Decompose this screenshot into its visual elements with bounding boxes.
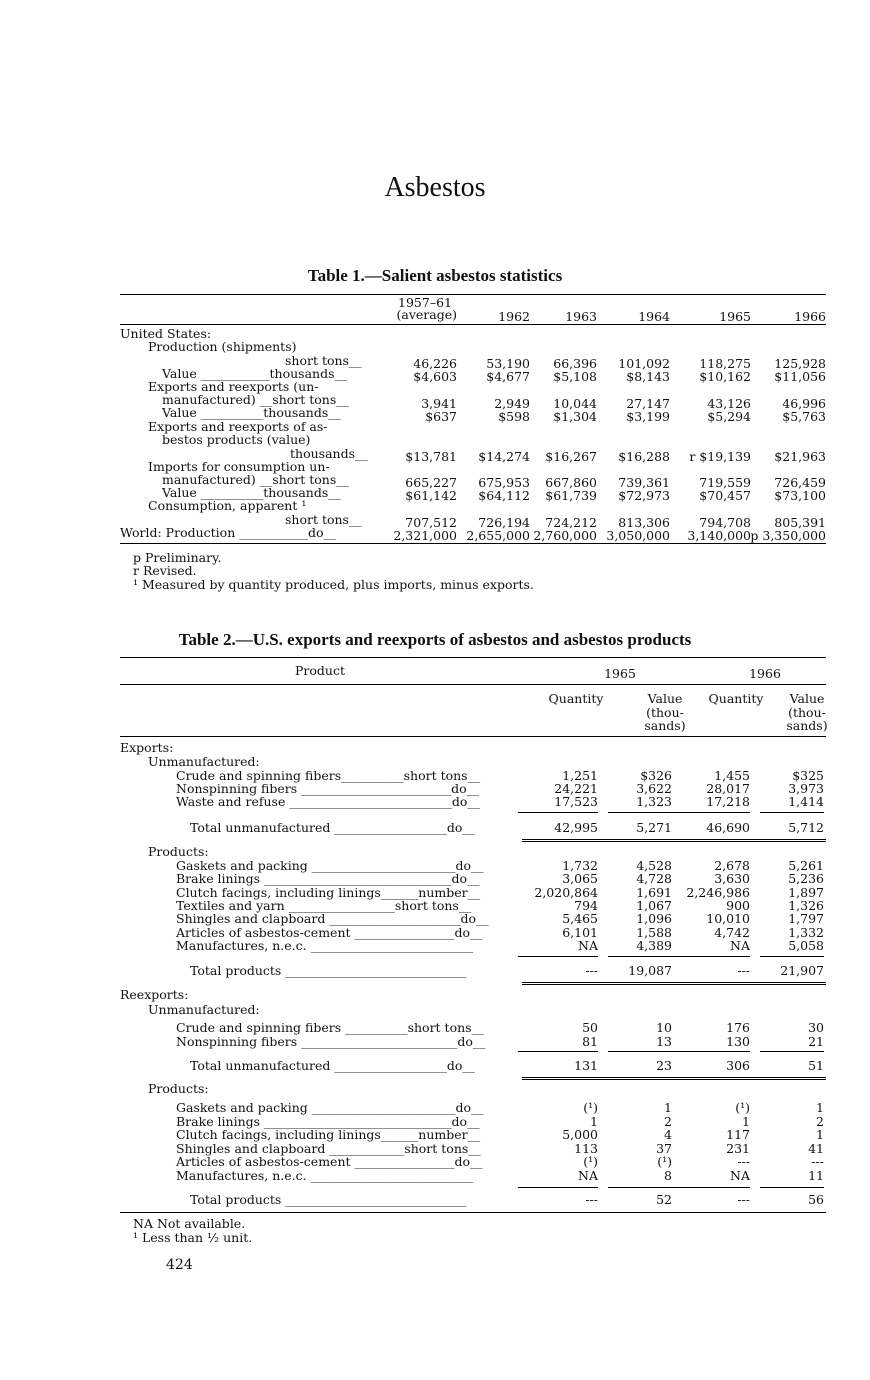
table1-consumption-unit: short tons__ bbox=[285, 512, 362, 527]
table2-year-rule bbox=[120, 684, 826, 685]
table2-export-product-row-cell: 5,261 bbox=[788, 858, 824, 873]
table2-reexport-product-row-cell: 2 bbox=[816, 1114, 824, 1129]
table1-cell: r $19,139 bbox=[689, 449, 751, 464]
table2-export-product-row-cell: 4,389 bbox=[636, 938, 672, 953]
table1-cell: 46,226 bbox=[413, 356, 457, 371]
table2-export-unmanufactured-row-cell: 1,251 bbox=[562, 768, 598, 783]
table1-cell: 27,147 bbox=[626, 396, 670, 411]
table2-export-product-row-cell: 6,101 bbox=[562, 925, 598, 940]
table2-export-unmanufactured-total-cell: 46,690 bbox=[706, 820, 750, 835]
table1-exports-products-label-1: Exports and reexports of as- bbox=[148, 419, 328, 434]
table2-export-product-row-cell: 2,678 bbox=[714, 858, 750, 873]
table2-reexport-product-row-cell: (¹) bbox=[583, 1100, 598, 1115]
table2-export-product-row-cell: 4,528 bbox=[636, 858, 672, 873]
table2-reexport-product-row-label: Clutch facings, including linings______number__ bbox=[176, 1127, 481, 1142]
table2-reexport-product-row-label: Brake linings ______________________________do__ bbox=[176, 1114, 480, 1129]
table1-cell: 2,760,000 bbox=[533, 528, 597, 543]
table2-reexport-unmanufactured-total-cell: 131 bbox=[574, 1058, 598, 1073]
table2-reexport-product-row-cell: 1 bbox=[590, 1114, 598, 1129]
table2-export-product-row-label: Textiles and yarn _________________short tons__ bbox=[176, 898, 472, 913]
table1-caption: Table 1.—Salient asbestos statistics bbox=[307, 266, 563, 285]
table1-cell: 719,559 bbox=[699, 475, 751, 490]
table2-export-product-row-label: Shingles and clapboard _____________________do__ bbox=[176, 911, 489, 926]
table1-exports-products-label-2: bestos products (value) bbox=[162, 432, 311, 447]
table2-subtotal-rule bbox=[760, 956, 824, 957]
table2-reexport-product-row-cell: NA bbox=[578, 1168, 598, 1183]
table2-export-products-total-label: Total products _____________________________ bbox=[190, 963, 467, 978]
table2-exports-products-heading: Products: bbox=[148, 844, 209, 859]
table1-cell: 813,306 bbox=[618, 515, 670, 530]
table1-cell: 2,321,000 bbox=[393, 528, 457, 543]
table1-cell: 726,459 bbox=[774, 475, 826, 490]
table2-1965-value-head-3: sands) bbox=[644, 718, 686, 733]
table1-cell: 665,227 bbox=[405, 475, 457, 490]
table2-export-unmanufactured-total-label: Total unmanufactured __________________do__ bbox=[190, 820, 475, 835]
table2-reexport-product-row-cell: (¹) bbox=[735, 1100, 750, 1115]
table2-1966-value-head-3: sands) bbox=[786, 718, 828, 733]
table2-reexport-unmanufactured-row-cell: 81 bbox=[582, 1034, 598, 1049]
table2-export-product-row-cell: 2,246,986 bbox=[686, 885, 750, 900]
table1-top-rule bbox=[120, 294, 826, 295]
table1-imports-label-2: manufactured) __short tons__ bbox=[162, 472, 349, 487]
table2-export-product-row-cell: 794 bbox=[574, 898, 598, 913]
table2-export-unmanufactured-row-cell: 28,017 bbox=[706, 781, 750, 796]
table2-export-unmanufactured-row-cell: 1,323 bbox=[636, 794, 672, 809]
table1-exports-label-2: manufactured) __short tons__ bbox=[162, 392, 349, 407]
table1-consumption-label: Consumption, apparent ¹ bbox=[148, 498, 307, 513]
table2-reexport-product-row-label: Articles of asbestos-cement ________________do__ bbox=[176, 1154, 483, 1169]
table1-cell: 2,655,000 bbox=[466, 528, 530, 543]
table2-reexport-product-row-cell: 113 bbox=[574, 1141, 598, 1156]
table1-production-unit: short tons__ bbox=[285, 353, 362, 368]
table2-reexport-unmanufactured-total-cell: 23 bbox=[656, 1058, 672, 1073]
table2-export-product-row-cell: 1,691 bbox=[636, 885, 672, 900]
table1-cell: $61,142 bbox=[405, 488, 457, 503]
table1-cell: $16,288 bbox=[618, 449, 670, 464]
table2-export-product-row-cell: 1,732 bbox=[562, 858, 598, 873]
table2-export-product-row-cell: NA bbox=[730, 938, 750, 953]
table1-cell: 46,996 bbox=[782, 396, 826, 411]
table1-cell: $5,294 bbox=[707, 409, 751, 424]
table2-export-product-row-cell: NA bbox=[578, 938, 598, 953]
table2-reexport-product-row-cell: 37 bbox=[656, 1141, 672, 1156]
table2-bottom-rule bbox=[120, 1212, 826, 1213]
table2-subtotal-rule bbox=[608, 1051, 672, 1052]
table1-cell: $21,963 bbox=[774, 449, 826, 464]
table2-reexport-products-total-cell: 56 bbox=[808, 1192, 824, 1207]
table2-1966-value-head-2: (thou- bbox=[788, 705, 826, 720]
table1-cell: 794,708 bbox=[699, 515, 751, 530]
table2-reexport-product-row-label: Gaskets and packing _______________________do__ bbox=[176, 1100, 484, 1115]
table2-subtotal-rule bbox=[608, 1187, 672, 1188]
table2-subtotal-rule bbox=[760, 1051, 824, 1052]
table2-reexport-products-total-cell: --- bbox=[737, 1192, 750, 1207]
table2-export-unmanufactured-row-cell: 3,622 bbox=[636, 781, 672, 796]
table2-export-products-total-cell: --- bbox=[585, 963, 598, 978]
table2-reexport-product-row-cell: 117 bbox=[726, 1127, 750, 1142]
table2-double-rule bbox=[522, 1077, 826, 1080]
table2-subtotal-rule bbox=[670, 812, 750, 813]
table1-imports-value-label: Value __________thousands__ bbox=[162, 485, 341, 500]
table1-world-label: World: Production ___________do__ bbox=[120, 525, 336, 540]
table1-footnote-1: ¹ Measured by quantity produced, plus imports, minus exports. bbox=[133, 577, 534, 592]
table1-cell: 118,275 bbox=[699, 356, 751, 371]
table2-export-products-total-cell: 21,907 bbox=[780, 963, 824, 978]
table2-reexport-product-row-cell: NA bbox=[730, 1168, 750, 1183]
table1-col-header: 1963 bbox=[565, 309, 597, 324]
table2-export-unmanufactured-row-cell: 17,218 bbox=[706, 794, 750, 809]
table1-cell: $13,781 bbox=[405, 449, 457, 464]
table2-subtotal-rule bbox=[670, 1187, 750, 1188]
table2-export-unmanufactured-total-cell: 42,995 bbox=[554, 820, 598, 835]
table1-exports-label-1: Exports and reexports (un- bbox=[148, 379, 319, 394]
table1-cell: 66,396 bbox=[553, 356, 597, 371]
table1-col-header: 1962 bbox=[498, 309, 530, 324]
table2-reexport-unmanufactured-total-label: Total unmanufactured __________________do__ bbox=[190, 1058, 475, 1073]
table2-reexport-unmanufactured-row-cell: 176 bbox=[726, 1020, 750, 1035]
table2-reexports-products-heading: Products: bbox=[148, 1081, 209, 1096]
table2-export-product-row-cell: 5,465 bbox=[562, 911, 598, 926]
table1-cell: 675,953 bbox=[478, 475, 530, 490]
table1-cell: $637 bbox=[425, 409, 457, 424]
table2-head-rule bbox=[120, 736, 826, 737]
table1-cell: $5,763 bbox=[782, 409, 826, 424]
table2-export-unmanufactured-row-cell: 1,414 bbox=[788, 794, 824, 809]
table1-cell: $61,739 bbox=[545, 488, 597, 503]
table2-reexport-unmanufactured-row-cell: 130 bbox=[726, 1034, 750, 1049]
table2-export-product-row-cell: 1,326 bbox=[788, 898, 824, 913]
table1-cell: $4,677 bbox=[486, 369, 530, 384]
page-title: Asbestos bbox=[384, 172, 486, 203]
table1-cell: 707,512 bbox=[405, 515, 457, 530]
table1-col-header: 1965 bbox=[719, 309, 751, 324]
table2-export-unmanufactured-row-cell: 24,221 bbox=[554, 781, 598, 796]
table2-export-unmanufactured-row-label: Waste and refuse __________________________do__ bbox=[176, 794, 480, 809]
table2-export-unmanufactured-row-cell: $325 bbox=[792, 768, 824, 783]
table2-subtotal-rule bbox=[608, 956, 672, 957]
table2-double-rule bbox=[522, 982, 826, 985]
table1-imports-label-1: Imports for consumption un- bbox=[148, 459, 330, 474]
table2-reexport-product-row-label: Manufactures, n.e.c. __________________________ bbox=[176, 1168, 474, 1183]
table1-exports-value-label: Value __________thousands__ bbox=[162, 405, 341, 420]
table2-1965-value-head-2: (thou- bbox=[646, 705, 684, 720]
table2-export-product-row-label: Manufactures, n.e.c. __________________________ bbox=[176, 938, 474, 953]
table2-reexport-product-row-label: Shingles and clapboard ____________short tons__ bbox=[176, 1141, 481, 1156]
table2-reexport-product-row-cell: --- bbox=[811, 1154, 824, 1169]
table2-reexport-unmanufactured-row-cell: 21 bbox=[808, 1034, 824, 1049]
table2-reexport-unmanufactured-row-label: Nonspinning fibers _________________________do__ bbox=[176, 1034, 486, 1049]
table1-head-rule bbox=[120, 324, 826, 325]
table2-export-unmanufactured-total-cell: 5,271 bbox=[636, 820, 672, 835]
table2-subtotal-rule bbox=[518, 812, 598, 813]
table1-cell: $1,304 bbox=[553, 409, 597, 424]
table2-reexport-unmanufactured-row-cell: 50 bbox=[582, 1020, 598, 1035]
table2-export-products-total-cell: --- bbox=[737, 963, 750, 978]
table1-col1-head-line1: 1957–61 bbox=[398, 295, 452, 310]
table1-cell: $8,143 bbox=[626, 369, 670, 384]
table2-reexport-unmanufactured-row-cell: 30 bbox=[808, 1020, 824, 1035]
table1-cell: 53,190 bbox=[486, 356, 530, 371]
table2-export-unmanufactured-row-cell: 1,455 bbox=[714, 768, 750, 783]
table2-exports-unmanufactured-heading: Unmanufactured: bbox=[148, 754, 260, 769]
table2-reexport-product-row-cell: --- bbox=[737, 1154, 750, 1169]
table2-export-product-row-cell: 1,096 bbox=[636, 911, 672, 926]
table2-footnote-na: NA Not available. bbox=[133, 1216, 246, 1231]
table2-reexport-products-total-cell: 52 bbox=[656, 1192, 672, 1207]
table1-cell: 125,928 bbox=[774, 356, 826, 371]
table2-export-product-row-cell: 3,630 bbox=[714, 871, 750, 886]
table1-col-header: 1964 bbox=[638, 309, 670, 324]
table2-export-unmanufactured-row-label: Nonspinning fibers ________________________do__ bbox=[176, 781, 480, 796]
table2-caption: Table 2.—U.S. exports and reexports of asbestos and asbestos products bbox=[178, 630, 692, 649]
table2-subtotal-rule bbox=[670, 956, 750, 957]
table2-1965-value-head-1: Value bbox=[647, 691, 683, 706]
table2-export-product-row-cell: 4,728 bbox=[636, 871, 672, 886]
table2-export-unmanufactured-row-cell: 17,523 bbox=[554, 794, 598, 809]
table1-cell: 667,860 bbox=[545, 475, 597, 490]
table1-col-header: 1966 bbox=[794, 309, 826, 324]
table2-1966-value-head-1: Value bbox=[789, 691, 825, 706]
table1-cell: $4,603 bbox=[413, 369, 457, 384]
table2-export-product-row-cell: 4,742 bbox=[714, 925, 750, 940]
table2-subtotal-rule bbox=[518, 1187, 598, 1188]
table1-cell: $73,100 bbox=[774, 488, 826, 503]
table2-subtotal-rule bbox=[518, 1051, 598, 1052]
table2-export-products-total-cell: 19,087 bbox=[628, 963, 672, 978]
table1-cell: $5,108 bbox=[553, 369, 597, 384]
table2-reexport-product-row-cell: 1 bbox=[664, 1100, 672, 1115]
table2-reexport-product-row-cell: 41 bbox=[808, 1141, 824, 1156]
table2-export-product-row-cell: 10,010 bbox=[706, 911, 750, 926]
table1-cell: $64,112 bbox=[478, 488, 530, 503]
table2-reexport-products-total-label: Total products _____________________________ bbox=[190, 1192, 467, 1207]
table1-cell: $14,274 bbox=[478, 449, 530, 464]
table1-cell: 739,361 bbox=[618, 475, 670, 490]
table2-export-product-row-cell: 1,332 bbox=[788, 925, 824, 940]
table2-reexport-unmanufactured-total-cell: 306 bbox=[726, 1058, 750, 1073]
table1-exports-products-unit: thousands__ bbox=[290, 446, 368, 461]
table2-export-product-row-cell: 1,897 bbox=[788, 885, 824, 900]
table1-cell: $598 bbox=[498, 409, 530, 424]
table1-cell: $3,199 bbox=[626, 409, 670, 424]
table2-reexport-product-row-cell: (¹) bbox=[657, 1154, 672, 1169]
table2-1966-quantity-head: Quantity bbox=[708, 691, 764, 706]
table1-cell: p 3,350,000 bbox=[750, 528, 826, 543]
table1-cell: 43,126 bbox=[707, 396, 751, 411]
table2-export-unmanufactured-row-label: Crude and spinning fibers__________short tons__ bbox=[176, 768, 481, 783]
table2-reexport-product-row-cell: (¹) bbox=[583, 1154, 598, 1169]
table2-export-unmanufactured-row-cell: 3,973 bbox=[788, 781, 824, 796]
table2-export-product-row-cell: 1,588 bbox=[636, 925, 672, 940]
table2-reexport-unmanufactured-row-label: Crude and spinning fibers __________short tons__ bbox=[176, 1020, 485, 1035]
table2-reexport-product-row-cell: 8 bbox=[664, 1168, 672, 1183]
table2-year-1965: 1965 bbox=[604, 666, 636, 681]
table2-export-unmanufactured-total-cell: 5,712 bbox=[788, 820, 824, 835]
table1-production-value-label: Value ___________thousands__ bbox=[162, 366, 347, 381]
table2-reexport-product-row-cell: 5,000 bbox=[562, 1127, 598, 1142]
table2-export-product-row-cell: 3,065 bbox=[562, 871, 598, 886]
table1-col-header: (average) bbox=[396, 307, 457, 322]
table1-cell: $10,162 bbox=[699, 369, 751, 384]
table2-subtotal-rule bbox=[670, 1051, 750, 1052]
table2-reexport-product-row-cell: 2 bbox=[664, 1114, 672, 1129]
table1-footnote-revised: r Revised. bbox=[133, 563, 197, 578]
table2-export-product-row-cell: 5,236 bbox=[788, 871, 824, 886]
table1-cell: 805,391 bbox=[774, 515, 826, 530]
table2-reexport-product-row-cell: 4 bbox=[664, 1127, 672, 1142]
table2-export-product-row-cell: 2,020,864 bbox=[534, 885, 598, 900]
table1-cell: 101,092 bbox=[618, 356, 670, 371]
table1-cell: 3,140,000 bbox=[687, 528, 751, 543]
table1-bottom-rule bbox=[120, 543, 826, 544]
table2-reexport-products-total-cell: --- bbox=[585, 1192, 598, 1207]
table2-footnote-1: ¹ Less than ½ unit. bbox=[133, 1230, 253, 1245]
table2-1965-quantity-head: Quantity bbox=[548, 691, 604, 706]
table2-export-product-row-cell: 1,797 bbox=[788, 911, 824, 926]
table2-export-product-row-cell: 5,058 bbox=[788, 938, 824, 953]
page-number: 424 bbox=[166, 1257, 193, 1273]
table2-subtotal-rule bbox=[760, 812, 824, 813]
table1-cell: 3,050,000 bbox=[606, 528, 670, 543]
table2-reexport-product-row-cell: 11 bbox=[808, 1168, 824, 1183]
table2-double-rule bbox=[522, 839, 826, 842]
table1-cell: $72,973 bbox=[618, 488, 670, 503]
table2-reexport-product-row-cell: 1 bbox=[816, 1127, 824, 1142]
table2-exports-heading: Exports: bbox=[120, 740, 174, 755]
table1-cell: 724,212 bbox=[545, 515, 597, 530]
table1-cell: 726,194 bbox=[478, 515, 530, 530]
table2-export-unmanufactured-row-cell: $326 bbox=[640, 768, 672, 783]
table1-cell: 10,044 bbox=[553, 396, 597, 411]
table2-subtotal-rule bbox=[518, 956, 598, 957]
table2-subtotal-rule bbox=[608, 812, 672, 813]
table2-reexport-product-row-cell: 1 bbox=[816, 1100, 824, 1115]
table1-production-label: Production (shipments) bbox=[148, 339, 297, 354]
table1-cell: 3,941 bbox=[421, 396, 457, 411]
table1-cell: $11,056 bbox=[774, 369, 826, 384]
table1-footnote-preliminary: p Preliminary. bbox=[133, 550, 222, 565]
table2-reexports-unmanufactured-heading: Unmanufactured: bbox=[148, 1002, 260, 1017]
table2-reexport-unmanufactured-row-cell: 10 bbox=[656, 1020, 672, 1035]
table2-top-rule bbox=[120, 657, 826, 658]
table2-export-product-row-label: Brake linings ______________________________do__ bbox=[176, 871, 480, 886]
table2-export-product-row-cell: 900 bbox=[726, 898, 750, 913]
table2-reexport-product-row-cell: 1 bbox=[742, 1114, 750, 1129]
table1-cell: $16,267 bbox=[545, 449, 597, 464]
table2-export-product-row-label: Gaskets and packing _______________________do__ bbox=[176, 858, 484, 873]
table1-us-label: United States: bbox=[120, 326, 212, 341]
table2-export-product-row-label: Clutch facings, including linings______number__ bbox=[176, 885, 481, 900]
table2-year-1966: 1966 bbox=[749, 666, 781, 681]
table1-cell: $70,457 bbox=[699, 488, 751, 503]
table2-subtotal-rule bbox=[760, 1187, 824, 1188]
table1-cell: 2,949 bbox=[494, 396, 530, 411]
table2-reexport-unmanufactured-total-cell: 51 bbox=[808, 1058, 824, 1073]
table2-product-header: Product bbox=[295, 663, 345, 678]
table2-export-product-row-cell: 1,067 bbox=[636, 898, 672, 913]
table2-reexport-unmanufactured-row-cell: 13 bbox=[656, 1034, 672, 1049]
table2-reexport-product-row-cell: 231 bbox=[726, 1141, 750, 1156]
table2-reexports-heading: Reexports: bbox=[120, 987, 189, 1002]
table2-export-product-row-label: Articles of asbestos-cement ________________do__ bbox=[176, 925, 483, 940]
